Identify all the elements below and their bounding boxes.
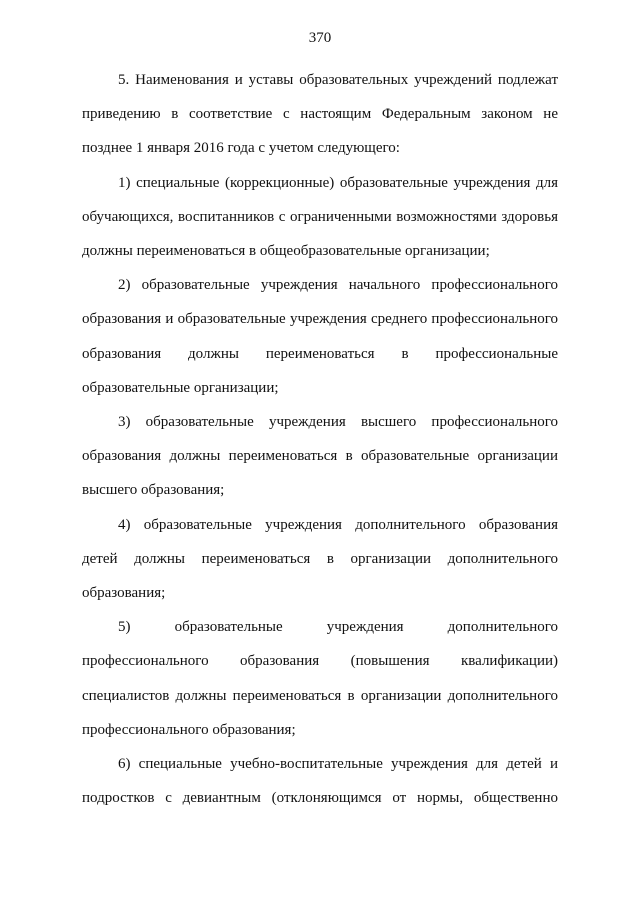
paragraph-item-2: 2) образовательные учреждения начального профессионального образования и образовательные учреждения среднего профессионального образования должны переименоваться в профессиональные образовательные организации;	[82, 277, 558, 396]
document-body	[82, 63, 558, 815]
paragraph-item-1: 1) специальные (коррекционные) образовательные учреждения для обучающихся, воспитанников с ограниченными возможностями здоровья должны переименоваться в общеобразовательные организации;	[82, 174, 558, 260]
paragraph-item-5: 5) образовательные учреждения дополнительного профессионального образования (повышения квалификации) специалистов должны переименоваться в организации дополнительного профессионального образования;	[82, 619, 558, 738]
paragraph-item-4: 4) образовательные учреждения дополнительного образования детей должны переименоваться в организации дополнительного образования;	[82, 516, 558, 602]
paragraph-item-3: 3) образовательные учреждения высшего профессионального образования должны переименоваться в образовательные организации высшего образования;	[82, 414, 558, 499]
page-number: 370	[308, 30, 332, 46]
paragraph-intro: 5. Наименования и уставы образовательных учреждений подлежат приведению в соответствие с настоящим Федеральным законом не позднее 1 января 2016 года с учетом следующего:	[82, 72, 558, 157]
paragraph-item-6: 6) специальные учебно-воспитательные учреждения для детей и подростков с девиантным (отклоняющимся от нормы, общественно	[82, 756, 558, 807]
